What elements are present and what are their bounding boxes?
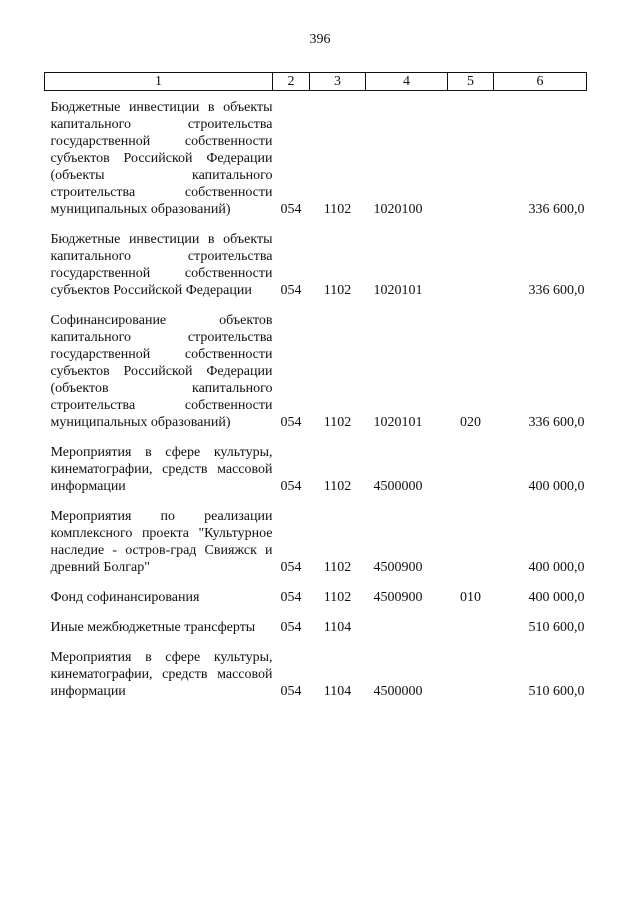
row-col6: 336 600,0	[528, 202, 585, 217]
row-col4: 1020101	[373, 415, 423, 430]
header-col-6: 6	[494, 73, 587, 91]
row-col3: 1104	[323, 684, 352, 699]
row-col4: 1020100	[373, 202, 423, 217]
row-col4: 1020101	[373, 283, 423, 298]
row-col3: 1102	[323, 590, 352, 605]
row-col3: 1102	[323, 415, 352, 430]
row-col2: 054	[280, 479, 302, 494]
budget-table	[44, 72, 587, 700]
row-col5	[448, 444, 494, 495]
table-row	[45, 231, 587, 299]
row-col5	[448, 99, 494, 218]
row-name: Мероприятия в сфере культуры, кинематографии, средств массовой информации	[50, 650, 273, 699]
row-name: Мероприятия по реализации комплексного проекта "Культурное наследие - остров-град Свияжск и древний Болгар"	[50, 509, 273, 575]
row-name: Мероприятия в сфере культуры, кинематографии, средств массовой информации	[50, 445, 273, 494]
row-col5	[448, 508, 494, 576]
row-col6: 336 600,0	[528, 415, 585, 430]
table-header-row	[45, 73, 587, 91]
row-name: Бюджетные инвестиции в объекты капитального строительства государственной собственности субъектов Российской Федерации	[50, 232, 273, 298]
row-col6: 400 000,0	[528, 560, 585, 575]
row-col3: 1102	[323, 283, 352, 298]
row-col3: 1102	[323, 202, 352, 217]
header-col-1: 1	[45, 73, 273, 91]
row-name: Фонд софинансирования	[50, 590, 200, 605]
row-col3: 1104	[323, 620, 352, 635]
header-col-5: 5	[448, 73, 494, 91]
row-col6: 336 600,0	[528, 283, 585, 298]
table-row	[45, 508, 587, 576]
row-col6: 400 000,0	[528, 479, 585, 494]
table-row	[45, 589, 587, 606]
row-col2: 054	[280, 283, 302, 298]
row-col6: 510 600,0	[528, 684, 585, 699]
row-col6: 400 000,0	[528, 590, 585, 605]
row-name: Софинансирование объектов капитального строительства государственной собственности субъектов Российской Федерации (объектов капитального строительства собственности муниципальных образований)	[50, 313, 273, 430]
row-col5: 010	[460, 590, 481, 605]
table-row	[45, 444, 587, 495]
row-name: Иные межбюджетные трансферты	[50, 620, 256, 635]
header-col-3: 3	[310, 73, 366, 91]
row-col3: 1102	[323, 479, 352, 494]
row-col5: 020	[460, 415, 481, 430]
table-row	[45, 312, 587, 431]
row-col2: 054	[280, 590, 302, 605]
row-col5	[448, 619, 494, 636]
page-number: 396	[309, 32, 331, 47]
row-col4: 4500000	[373, 684, 423, 699]
row-col4: 4500900	[373, 590, 423, 605]
row-col3: 1102	[323, 560, 352, 575]
row-col6: 510 600,0	[528, 620, 585, 635]
row-col2: 054	[280, 620, 302, 635]
row-col4	[366, 619, 448, 636]
table-row	[45, 649, 587, 700]
header-col-4: 4	[366, 73, 448, 91]
row-col5	[448, 649, 494, 700]
row-name: Бюджетные инвестиции в объекты капитального строительства государственной собственности субъектов Российской Федерации (объекты капитального строительства собственности муниципальных образований)	[50, 100, 273, 217]
row-col2: 054	[280, 415, 302, 430]
row-col2: 054	[280, 684, 302, 699]
row-col2: 054	[280, 560, 302, 575]
table-row	[45, 99, 587, 218]
header-col-2: 2	[273, 73, 310, 91]
table-row	[45, 619, 587, 636]
row-col4: 4500000	[373, 479, 423, 494]
row-col5	[448, 231, 494, 299]
row-col2: 054	[280, 202, 302, 217]
row-col4: 4500900	[373, 560, 423, 575]
